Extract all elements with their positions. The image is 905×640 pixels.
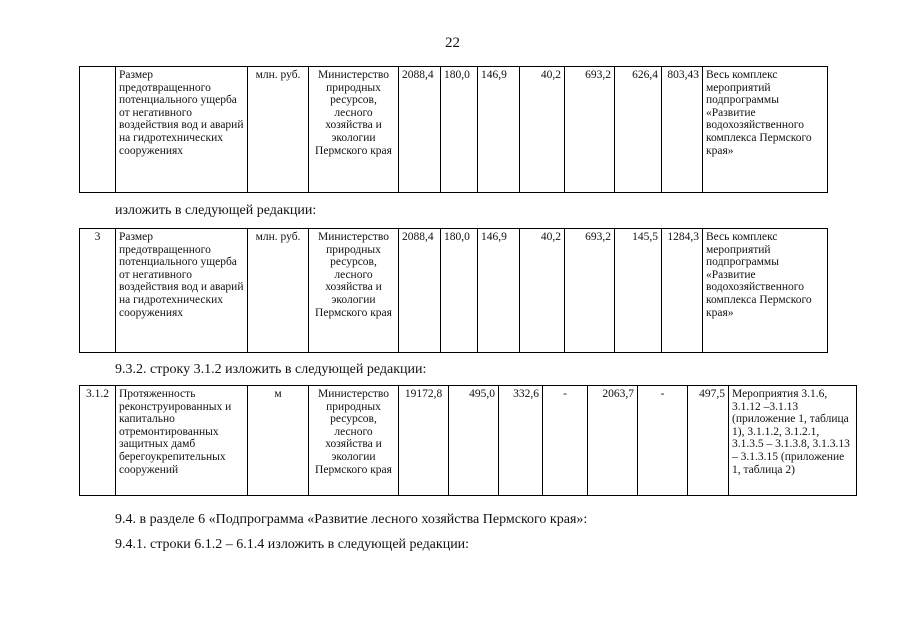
value-cell: - bbox=[543, 386, 588, 496]
value-cell: 693,2 bbox=[565, 229, 615, 353]
paragraph: изложить в следующей редакции: bbox=[115, 203, 317, 218]
note-cell: Весь комплекс мероприятий подпрограммы «Развитие водохозяйственного комплекса Пермского края» bbox=[703, 67, 828, 193]
value-cell: 19172,8 bbox=[399, 386, 449, 496]
table-row bbox=[80, 229, 828, 353]
value-cell: 497,5 bbox=[688, 386, 729, 496]
value-cell: 40,2 bbox=[520, 67, 565, 193]
paragraph: 9.3.2. строку 3.1.2 изложить в следующей редакции: bbox=[115, 362, 427, 377]
page-number: 22 bbox=[445, 35, 460, 51]
indicator-cell: Протяженность реконструированных и капитально отремонтированных защитных дамб берегоукрепительных сооружений bbox=[116, 386, 248, 496]
value-cell: 332,6 bbox=[499, 386, 543, 496]
table-row bbox=[80, 67, 828, 193]
note-cell: Весь комплекс мероприятий подпрограммы «Развитие водохозяйственного комплекса Пермского края» bbox=[703, 229, 828, 353]
table-old-row bbox=[79, 66, 828, 193]
value-cell: 495,0 bbox=[449, 386, 499, 496]
executor-cell: Министерство природных ресурсов, лесного хозяйства и экологии Пермского края bbox=[309, 386, 399, 496]
unit-cell: млн. руб. bbox=[248, 67, 309, 193]
value-cell: 180,0 bbox=[441, 229, 478, 353]
indicator-cell: Размер предотвращенного потенциального ущерба от негативного воздействия вод и аварий на гидротехнических сооружениях bbox=[116, 229, 248, 353]
note-cell: Мероприятия 3.1.6, 3.1.12 –3.1.13 (приложение 1, таблица 1), 3.1.1.2, 3.1.2.1, 3.1.3.5 – 3.1.3.8, 3.1.3.13 – 3.1.3.15 (приложение 1, таблица 2) bbox=[729, 386, 857, 496]
row-number: 3.1.2 bbox=[80, 386, 116, 496]
value-cell: 693,2 bbox=[565, 67, 615, 193]
value-cell: 2088,4 bbox=[399, 67, 441, 193]
value-cell: 803,43 bbox=[662, 67, 703, 193]
table-new-row bbox=[79, 228, 828, 353]
value-cell: 40,2 bbox=[520, 229, 565, 353]
table-row-3-1-2 bbox=[79, 385, 857, 496]
paragraph: 9.4.1. строки 6.1.2 – 6.1.4 изложить в следующей редакции: bbox=[115, 537, 470, 552]
value-cell: 146,9 bbox=[478, 229, 520, 353]
value-cell: 2088,4 bbox=[399, 229, 441, 353]
row-number bbox=[80, 67, 116, 193]
indicator-cell: Размер предотвращенного потенциального ущерба от негативного воздействия вод и аварий на гидротехнических сооружениях bbox=[116, 67, 248, 193]
table-row bbox=[80, 386, 857, 496]
value-cell: 2063,7 bbox=[588, 386, 638, 496]
row-number: 3 bbox=[80, 229, 116, 353]
value-cell: 145,5 bbox=[615, 229, 662, 353]
value-cell: 180,0 bbox=[441, 67, 478, 193]
unit-cell: млн. руб. bbox=[248, 229, 309, 353]
value-cell: 1284,3 bbox=[662, 229, 703, 353]
value-cell: 146,9 bbox=[478, 67, 520, 193]
executor-cell: Министерство природных ресурсов, лесного хозяйства и экологии Пермского края bbox=[309, 229, 399, 353]
value-cell: - bbox=[638, 386, 688, 496]
value-cell: 626,4 bbox=[615, 67, 662, 193]
unit-cell: м bbox=[248, 386, 309, 496]
paragraph: 9.4. в разделе 6 «Подпрограмма «Развитие лесного хозяйства Пермского края»: bbox=[115, 512, 588, 527]
executor-cell: Министерство природных ресурсов, лесного хозяйства и экологии Пермского края bbox=[309, 67, 399, 193]
